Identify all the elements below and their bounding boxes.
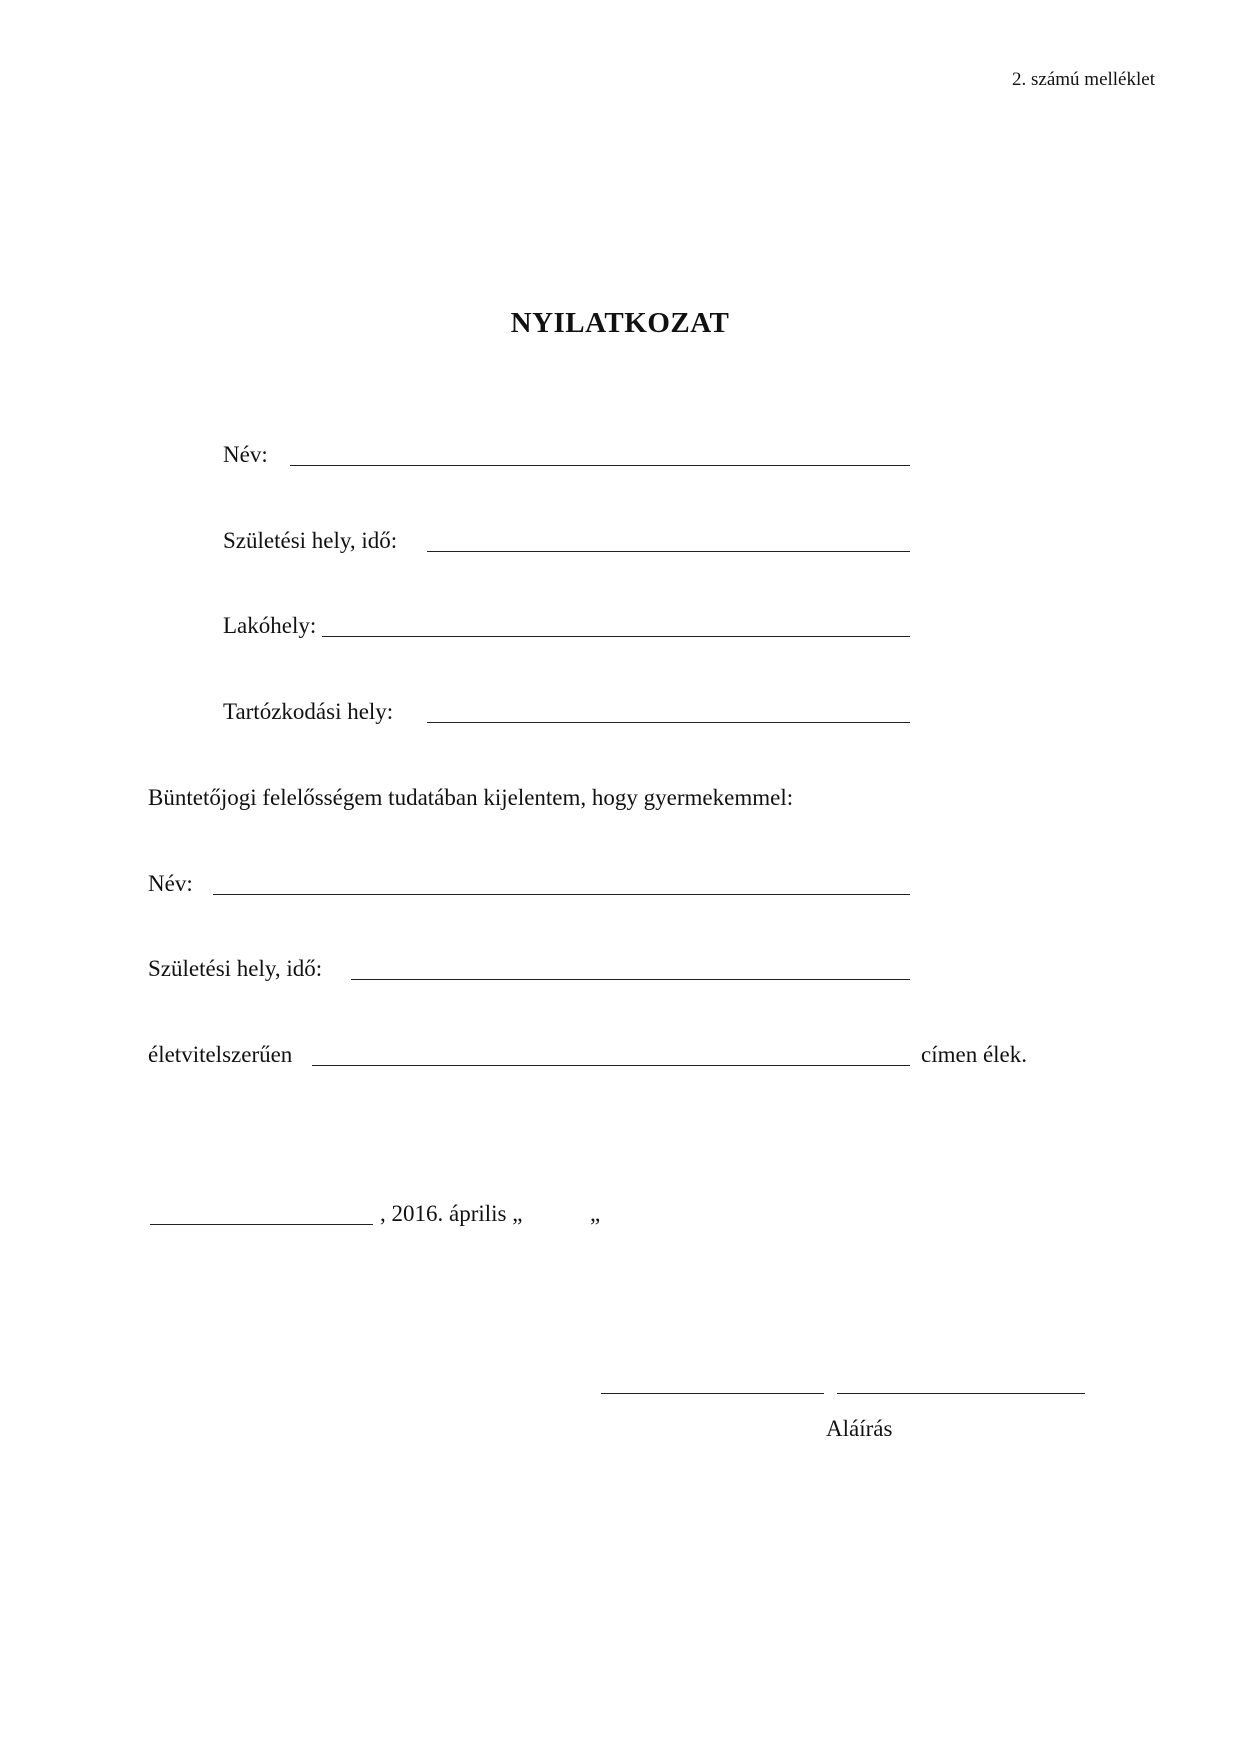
child-birth-label: Születési hely, idő:: [148, 956, 323, 981]
declarant-name-field[interactable]: [290, 465, 910, 466]
declarant-stay-field[interactable]: [427, 722, 910, 723]
address-field[interactable]: [312, 1065, 910, 1066]
signature-label: Aláírás: [826, 1416, 893, 1441]
document-title: NYILATKOZAT: [510, 307, 730, 339]
declarant-residence-label: Lakóhely:: [223, 613, 317, 638]
child-birth-field[interactable]: [351, 979, 910, 980]
statement-text: Büntetőjogi felelősségem tudatában kijelentem, hogy gyermekemmel:: [148, 785, 794, 810]
child-name-field[interactable]: [213, 894, 910, 895]
day-field[interactable]: [535, 1224, 585, 1225]
date-text: , 2016. április „: [380, 1201, 523, 1226]
date-closing-quote: „: [590, 1201, 601, 1226]
declarant-birth-label: Születési hely, idő:: [223, 528, 398, 553]
annex-label: 2. számú melléklet: [1012, 69, 1155, 90]
signature-field-1[interactable]: [601, 1393, 824, 1394]
place-field[interactable]: [150, 1224, 373, 1225]
declarant-stay-label: Tartózkodási hely:: [223, 699, 394, 724]
address-prefix: életvitelszerűen: [148, 1042, 293, 1067]
declarant-name-label: Név:: [223, 442, 268, 467]
child-name-label: Név:: [148, 871, 193, 896]
signature-field-2[interactable]: [837, 1393, 1085, 1394]
address-suffix: címen élek.: [921, 1042, 1028, 1067]
declarant-birth-field[interactable]: [427, 551, 910, 552]
declarant-residence-field[interactable]: [322, 636, 910, 637]
